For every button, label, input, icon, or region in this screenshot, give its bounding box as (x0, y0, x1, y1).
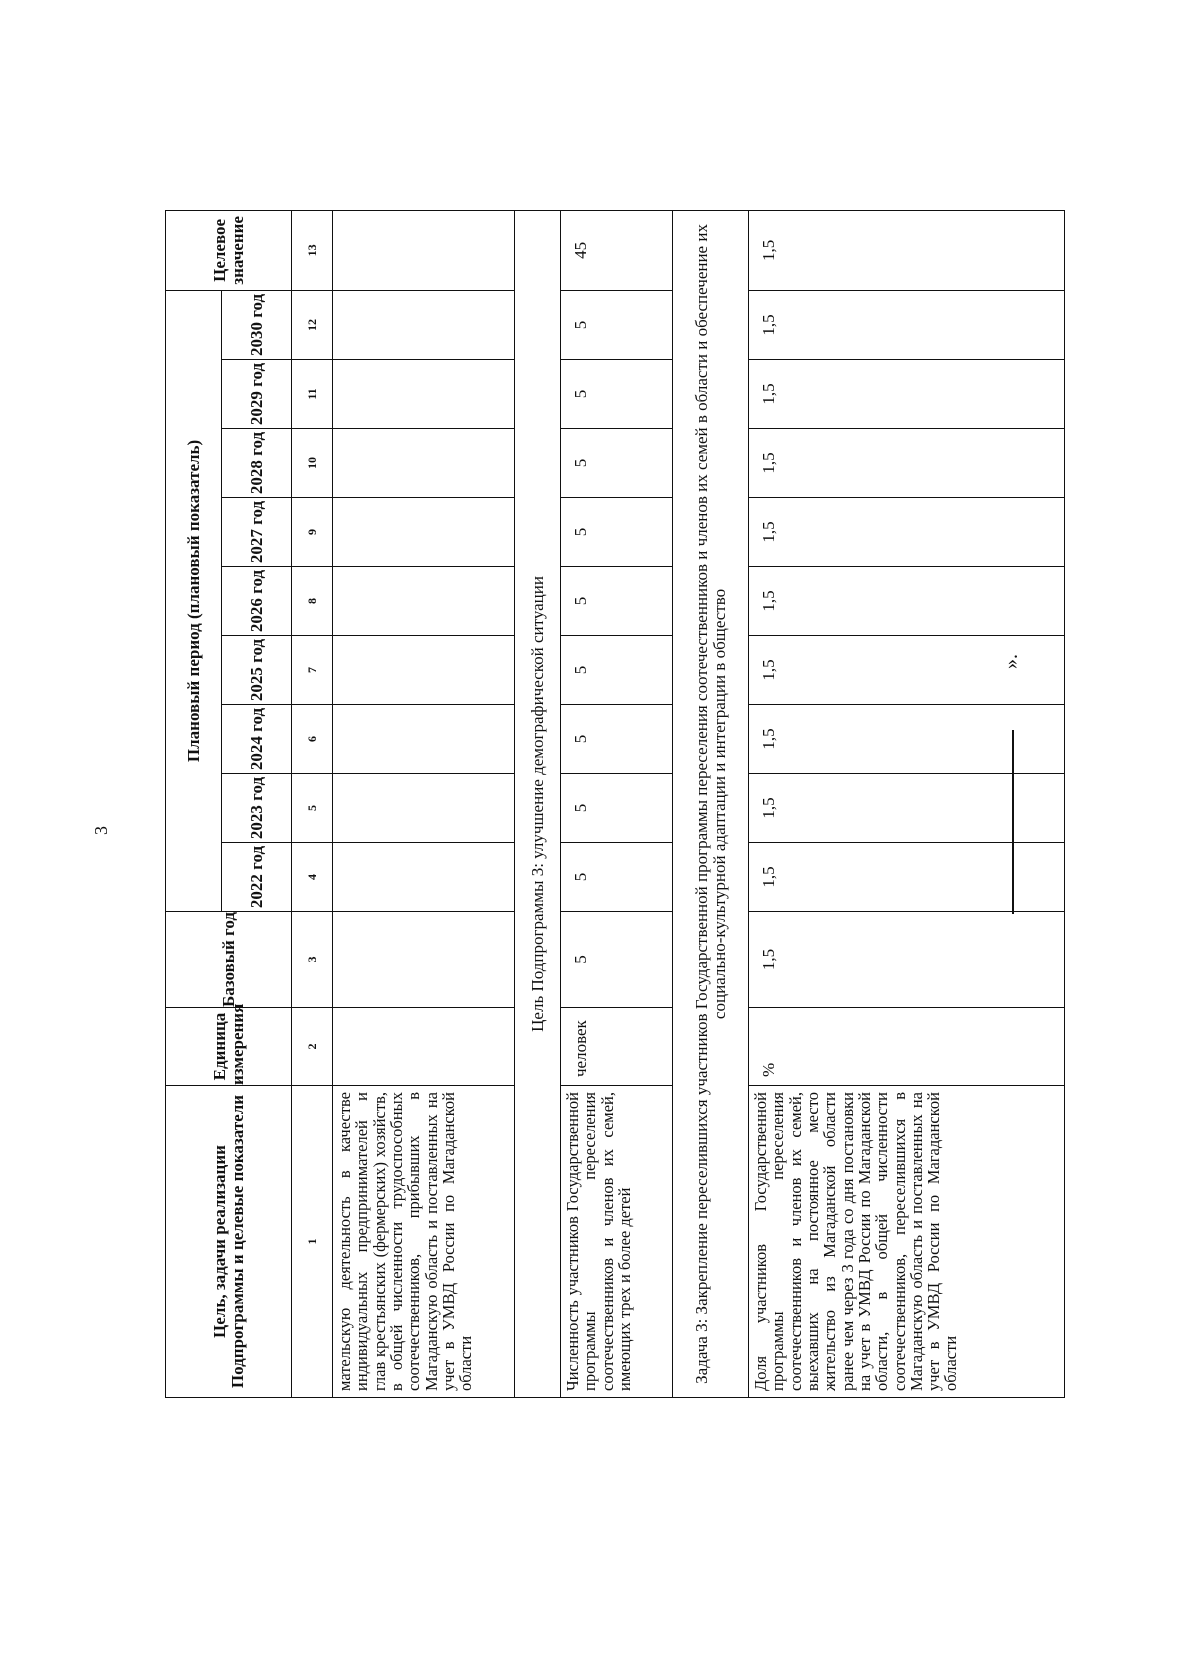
plan-value: 5 (561, 498, 673, 567)
empty-cell (333, 636, 515, 705)
empty-cell (333, 774, 515, 843)
base-year-value: 5 (561, 912, 673, 1008)
plan-value: 1,5 (749, 429, 1065, 498)
plan-value: 5 (561, 636, 673, 705)
closing-quote-mark: ». (1000, 654, 1022, 669)
header-year: 2023 год (222, 774, 292, 843)
plan-value: 5 (561, 843, 673, 912)
indicator-departed-share-label: Доля участников Государственной программы переселения соотечественников и членов их семей, выехавших на постоянное место жительство из Магаданской области ранее чем через 3 года со дня постановки на учет в УМВД России по Магаданской области, в общей численности соотечественников, переселившихся в Магаданскую область и поставленных на учет в УМВД России по Магаданской области (749, 1086, 1065, 1398)
column-number: 3 (292, 912, 333, 1008)
empty-cell (333, 290, 515, 359)
plan-value: 1,5 (749, 290, 1065, 359)
plan-value: 1,5 (749, 774, 1065, 843)
header-target: Целевое значение (166, 210, 292, 290)
header-goal: Цель, задачи реализации Подпрограммы и целевые показатели (166, 1086, 292, 1398)
target-value: 45 (561, 210, 673, 290)
empty-cell (333, 705, 515, 774)
empty-cell (333, 210, 515, 290)
plan-value: 5 (561, 567, 673, 636)
empty-cell (333, 1008, 515, 1086)
header-year: 2027 год (222, 498, 292, 567)
empty-cell (333, 498, 515, 567)
empty-cell (333, 912, 515, 1008)
plan-value: 1,5 (749, 360, 1065, 429)
indicator-large-families-label: Численность участников Государственной программы переселения соотечественников и членов их семей, имеющих трех и более детей (561, 1086, 673, 1398)
plan-value: 5 (561, 360, 673, 429)
column-number: 13 (292, 210, 333, 290)
continuation-indicator-text: мательскую деятельность в качестве индивидуальных предпринимателей и глав крестьянских (фермерских) хозяйств, в общей численности трудоспособных соотечественников, прибывших в Магаданскую область и поставленных на учет в УМВД России по Магаданской области (333, 1086, 515, 1398)
empty-cell (333, 429, 515, 498)
target-value: 1,5 (749, 210, 1065, 290)
plan-value: 1,5 (749, 843, 1065, 912)
plan-value: 5 (561, 290, 673, 359)
rotated-table-block (165, 216, 1065, 1398)
column-number: 4 (292, 843, 333, 912)
plan-value: 5 (561, 429, 673, 498)
column-number: 7 (292, 636, 333, 705)
header-year: 2028 год (222, 429, 292, 498)
header-year: 2024 год (222, 705, 292, 774)
header-base-year: Базовый год (166, 912, 292, 1008)
plan-value: 5 (561, 705, 673, 774)
column-number: 6 (292, 705, 333, 774)
closing-rule-line (1012, 730, 1014, 914)
indicators-table (165, 210, 1065, 1398)
column-number: 8 (292, 567, 333, 636)
column-number: 10 (292, 429, 333, 498)
plan-value: 1,5 (749, 498, 1065, 567)
base-year-value: 1,5 (749, 912, 1065, 1008)
column-number: 9 (292, 498, 333, 567)
task-3-heading: Задача 3: Закрепление переселившихся участников Государственной программы переселения соотечественников и членов их семей в области и обеспечение их социально-культурной адаптации и интеграции в общество (673, 210, 749, 1397)
column-number: 11 (292, 360, 333, 429)
header-year: 2025 год (222, 636, 292, 705)
column-number: 2 (292, 1008, 333, 1086)
header-year: 2029 год (222, 360, 292, 429)
goal-3-heading: Цель Подпрограммы 3: улучшение демографической ситуации (515, 210, 561, 1397)
header-year: 2026 год (222, 567, 292, 636)
plan-value: 1,5 (749, 705, 1065, 774)
plan-value: 1,5 (749, 567, 1065, 636)
column-number: 1 (292, 1086, 333, 1398)
column-number: 12 (292, 290, 333, 359)
indicator-unit: человек (561, 1008, 673, 1086)
plan-value: 5 (561, 774, 673, 843)
header-unit: Единица измерения (166, 1008, 292, 1086)
empty-cell (333, 567, 515, 636)
empty-cell (333, 843, 515, 912)
empty-cell (333, 360, 515, 429)
column-number: 5 (292, 774, 333, 843)
plan-value: 1,5 (749, 636, 1065, 705)
indicator-unit: % (749, 1008, 1065, 1086)
header-year: 2030 год (222, 290, 292, 359)
header-plan-period: Плановый период (плановый показатель) (166, 290, 222, 911)
header-year: 2022 год (222, 843, 292, 912)
page-number: 3 (91, 826, 111, 835)
